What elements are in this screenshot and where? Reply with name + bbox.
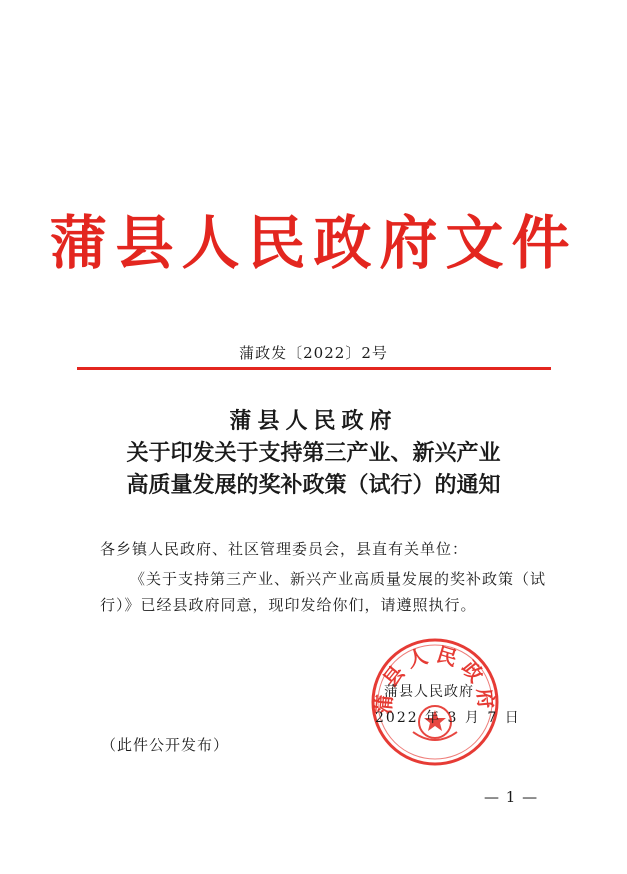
signing-date: 2022 年 3 月 7 日 [375, 710, 521, 726]
seal-text: 蒲县人民政府 [371, 641, 499, 716]
body-paragraph: 《关于支持第三产业、新兴产业高质量发展的奖补政策（试行）》已经县政府同意，现印发给你们，请遵照执行。 [100, 570, 547, 614]
public-release-note: （此件公开发布） [101, 736, 230, 754]
document-header-title: 蒲县人民政府文件 [49, 209, 578, 277]
signer-name: 蒲县人民政府 [384, 684, 474, 700]
title-line-1: 蒲县人民政府 [229, 408, 398, 434]
svg-text:蒲县人民政府 [371, 642, 499, 716]
title-line-2: 关于印发关于支持第三产业、新兴产业 [126, 440, 501, 466]
document-number: 蒲政发〔2022〕2号 [239, 344, 388, 362]
official-seal-icon [369, 636, 501, 768]
salutation: 各乡镇人民政府、社区管理委员会，县直有关单位： [100, 540, 469, 558]
page-number: — 1 — [484, 788, 539, 806]
document-title [0, 405, 627, 501]
red-divider-line [77, 367, 551, 370]
title-line-3: 高质量发展的奖补政策（试行）的通知 [126, 472, 501, 498]
